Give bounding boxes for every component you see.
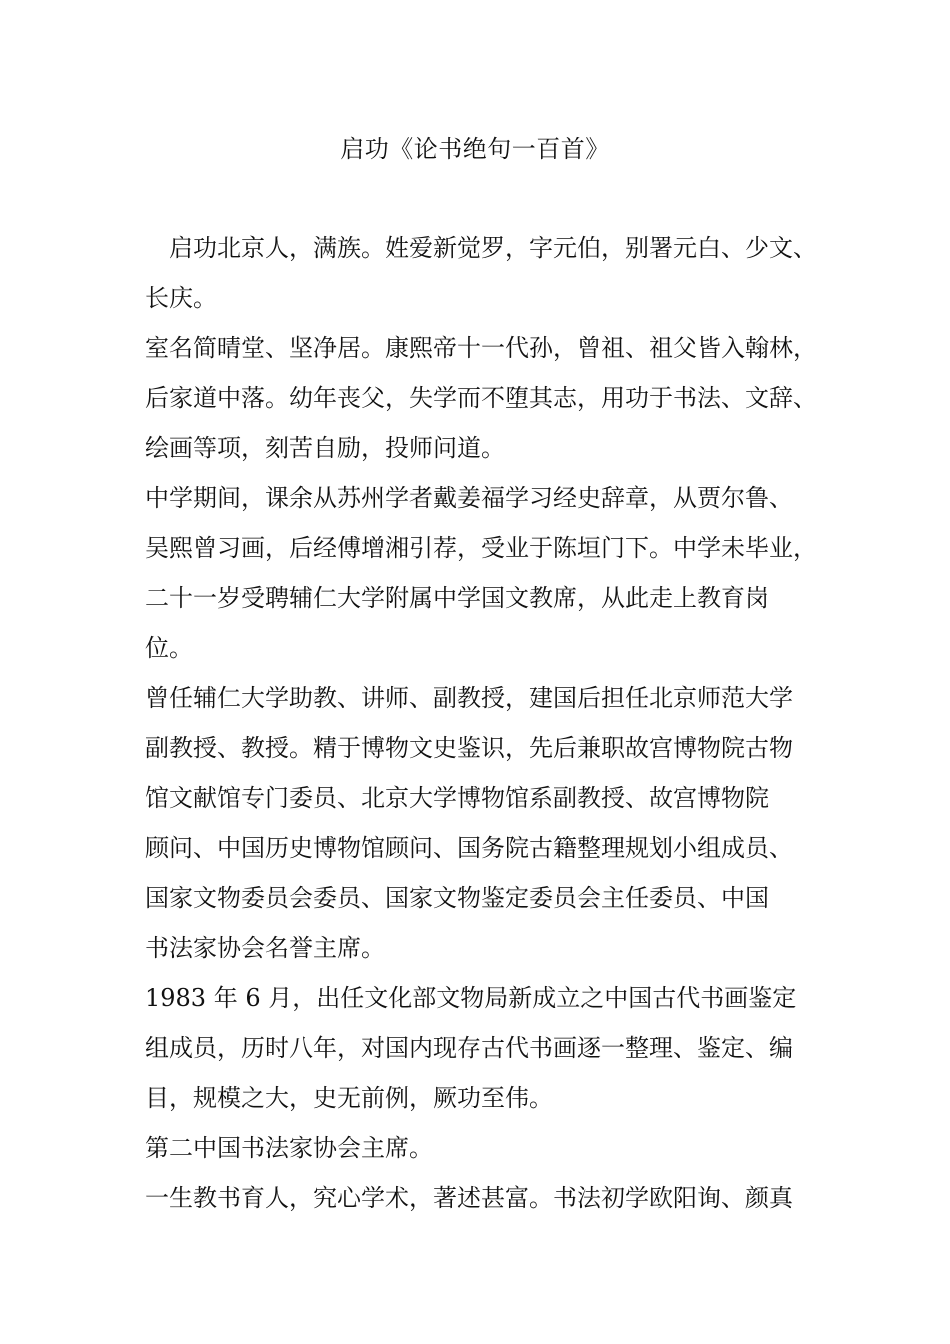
- paragraph-line: 位。: [145, 634, 193, 662]
- paragraph-line: 顾问、中国历史博物馆顾问、国务院古籍整理规划小组成员、: [145, 834, 793, 862]
- paragraph-line: 曾任辅仁大学助教、讲师、副教授，建国后担任北京师范大学: [145, 684, 793, 712]
- paragraph-line: 绘画等项，刻苦自励，投师问道。: [145, 434, 505, 462]
- paragraph-line: 室名简晴堂、坚净居。康熙帝十一代孙，曾祖、祖父皆入翰林，: [145, 334, 817, 362]
- paragraph-line: 启功北京人，满族。姓爱新觉罗，字元伯，别署元白、少文、: [169, 234, 817, 262]
- paragraph-line: 吴熙曾习画，后经傅增湘引荐，受业于陈垣门下。中学未毕业，: [145, 534, 817, 562]
- paragraph-line: 国家文物委员会委员、国家文物鉴定委员会主任委员、中国: [145, 884, 769, 912]
- document-title: 启功《论书绝句一百首》: [340, 135, 610, 163]
- paragraph-line: 一生教书育人，究心学术，著述甚富。书法初学欧阳询、颜真: [145, 1184, 793, 1212]
- paragraph-line: 馆文献馆专门委员、北京大学博物馆系副教授、故宫博物院: [145, 784, 769, 812]
- document-body: [145, 223, 817, 1223]
- paragraph-line: 中学期间，课余从苏州学者戴姜福学习经史辞章，从贾尔鲁、: [145, 484, 793, 512]
- paragraph-line: 书法家协会名誉主席。: [145, 934, 385, 962]
- paragraph-line: 长庆。: [145, 284, 217, 312]
- paragraph-line: 副教授、教授。精于博物文史鉴识，先后兼职故宫博物院古物: [145, 734, 793, 762]
- paragraph-line: 组成员，历时八年，对国内现存古代书画逐一整理、鉴定、编: [145, 1034, 793, 1062]
- paragraph-line: 后家道中落。幼年丧父，失学而不堕其志，用功于书法、文辞、: [145, 384, 817, 412]
- paragraph-line: 第二中国书法家协会主席。: [145, 1134, 433, 1162]
- paragraph-line: 目，规模之大，史无前例，厥功至伟。: [145, 1084, 553, 1112]
- paragraph-line: 二十一岁受聘辅仁大学附属中学国文教席，从此走上教育岗: [145, 584, 769, 612]
- paragraph-line: 1983 年 6 月，出任文化部文物局新成立之中国古代书画鉴定: [145, 984, 797, 1012]
